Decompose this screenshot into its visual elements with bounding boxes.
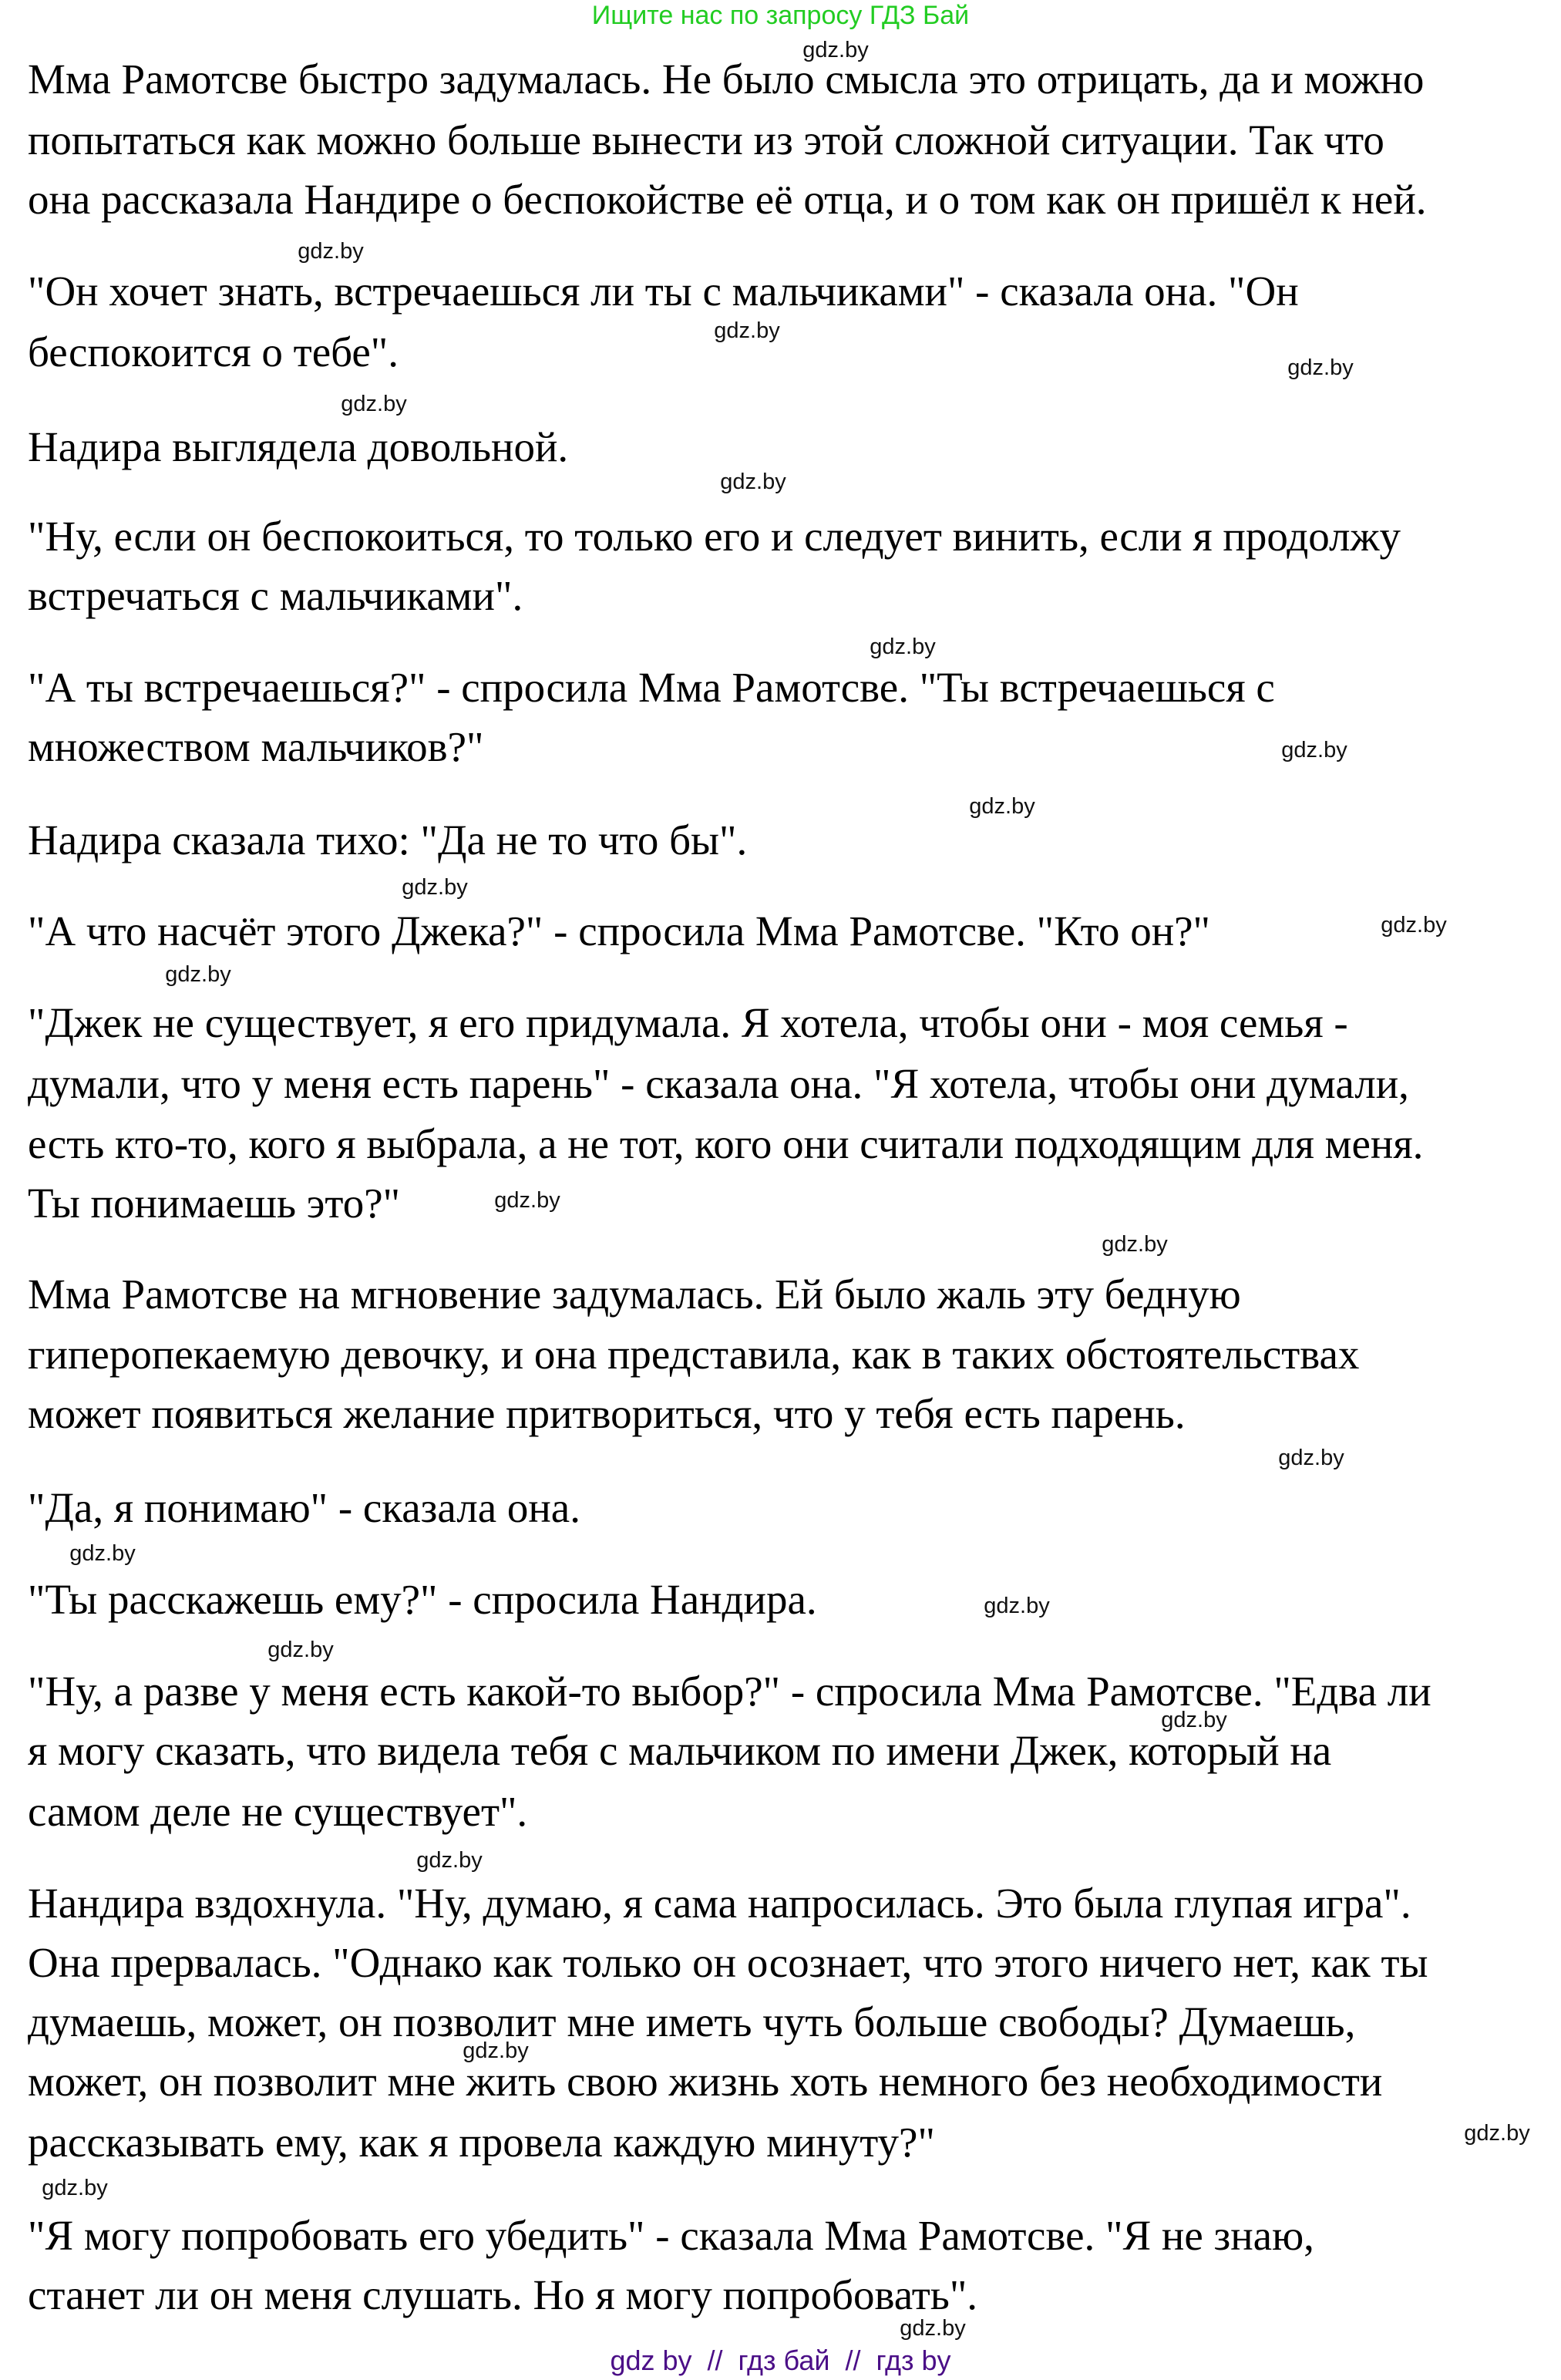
text-line: "Ну, если он беспокоиться, то только его и следует винить, если я продолжу xyxy=(28,513,1401,560)
watermark: gdz.by xyxy=(1381,913,1447,938)
text-line: станет ли он меня слушать. Но я могу попробовать". xyxy=(28,2271,978,2318)
text-line: встречаться с мальчиками". xyxy=(28,572,523,619)
text-line: беспокоится о тебе". xyxy=(28,328,399,375)
watermark: gdz.by xyxy=(714,318,780,343)
watermark: gdz.by xyxy=(870,635,936,659)
text-line: может появиться желание притвориться, что у тебя есть парень. xyxy=(28,1390,1186,1437)
text-line: думаешь, может, он позволит мне иметь чуть больше свободы? Думаешь, xyxy=(28,1998,1356,2045)
watermark: gdz.by xyxy=(802,38,869,62)
watermark: gdz.by xyxy=(494,1188,560,1213)
text-line: может, он позволит мне жить свою жизнь хоть немного без необходимости xyxy=(28,2058,1383,2105)
text-line: "Джек не существует, я его придумала. Я хотела, чтобы они - моя семья - xyxy=(28,999,1348,1046)
text-line: она рассказала Нандире о беспокойстве её отца, и о том как он пришёл к ней. xyxy=(28,176,1427,223)
watermark: gdz.by xyxy=(1278,1446,1344,1470)
watermark: gdz.by xyxy=(984,1594,1050,1618)
watermark: gdz.by xyxy=(720,470,786,494)
watermark: gdz.by xyxy=(42,2176,108,2200)
text-line: есть кто-то, кого я выбрала, а не тот, кого они считали подходящим для меня. xyxy=(28,1120,1424,1167)
watermark: gdz.by xyxy=(298,239,364,264)
text-line: "Я могу попробовать его убедить" - сказала Мма Рамотсве. "Я не знаю, xyxy=(28,2212,1314,2259)
text-line: Нандира вздохнула. "Ну, думаю, я сама напросилась. Это была глупая игра". xyxy=(28,1880,1411,1927)
text-line: Мма Рамотсве быстро задумалась. Не было смысла это отрицать, да и можно xyxy=(28,56,1425,103)
watermark: gdz.by xyxy=(969,794,1035,819)
watermark: gdz.by xyxy=(1287,355,1354,380)
watermark: gdz.by xyxy=(69,1541,136,1566)
text-line: гиперопекаемую девочку, и она представила, как в таких обстоятельствах xyxy=(28,1331,1360,1378)
search-hint-banner: Ищите нас по запросу ГДЗ Бай xyxy=(591,1,970,30)
text-line: "Он хочет знать, встречаешься ли ты с мальчиками" - сказала она. "Он xyxy=(28,268,1299,315)
watermark: gdz.by xyxy=(463,2038,529,2063)
text-line: Надира сказала тихо: "Да не то что бы". xyxy=(28,816,748,863)
watermark: gdz.by xyxy=(416,1848,483,1873)
text-line: "А что насчёт этого Джека?" - спросила Мма Рамотсве. "Кто он?" xyxy=(28,907,1211,954)
text-line: Надира выглядела довольной. xyxy=(28,423,569,470)
text-line: я могу сказать, что видела тебя с мальчиком по имени Джек, который на xyxy=(28,1727,1332,1774)
text-line: "Да, я понимаю" - сказала она. xyxy=(28,1484,580,1531)
text-line: "Ты расскажешь ему?" - спросила Нандира. xyxy=(28,1576,817,1623)
watermark: gdz.by xyxy=(165,962,231,987)
text-line: Ты понимаешь это?" xyxy=(28,1180,401,1227)
watermark: gdz.by xyxy=(1464,2121,1530,2146)
watermark: gdz.by xyxy=(341,392,407,416)
text-line: "Ну, а разве у меня есть какой-то выбор?" - спросила Мма Рамотсве. "Едва ли xyxy=(28,1668,1431,1715)
watermark: gdz.by xyxy=(1281,738,1347,762)
site-footer-banner: gdz by // гдз бай // гдз by xyxy=(610,2345,951,2376)
text-line: самом деле не существует". xyxy=(28,1788,528,1835)
watermark: gdz.by xyxy=(1161,1708,1227,1732)
watermark: gdz.by xyxy=(1102,1232,1168,1257)
watermark: gdz.by xyxy=(900,2316,966,2341)
text-line: рассказывать ему, как я провела каждую минуту?" xyxy=(28,2119,935,2166)
watermark: gdz.by xyxy=(267,1638,334,1662)
watermark: gdz.by xyxy=(402,875,468,900)
text-line: думали, что у меня есть парень" - сказала она. "Я хотела, чтобы они думали, xyxy=(28,1060,1409,1107)
text-line: "А ты встречаешься?" - спросила Мма Рамотсве. "Ты встречаешься с xyxy=(28,664,1275,711)
text-line: попытаться как можно больше вынести из этой сложной ситуации. Так что xyxy=(28,116,1384,163)
text-line: Мма Рамотсве на мгновение задумалась. Ей было жаль эту бедную xyxy=(28,1271,1241,1318)
text-line: Она прервалась. "Однако как только он осознает, что этого ничего нет, как ты xyxy=(28,1939,1428,1986)
text-line: множеством мальчиков?" xyxy=(28,723,484,770)
